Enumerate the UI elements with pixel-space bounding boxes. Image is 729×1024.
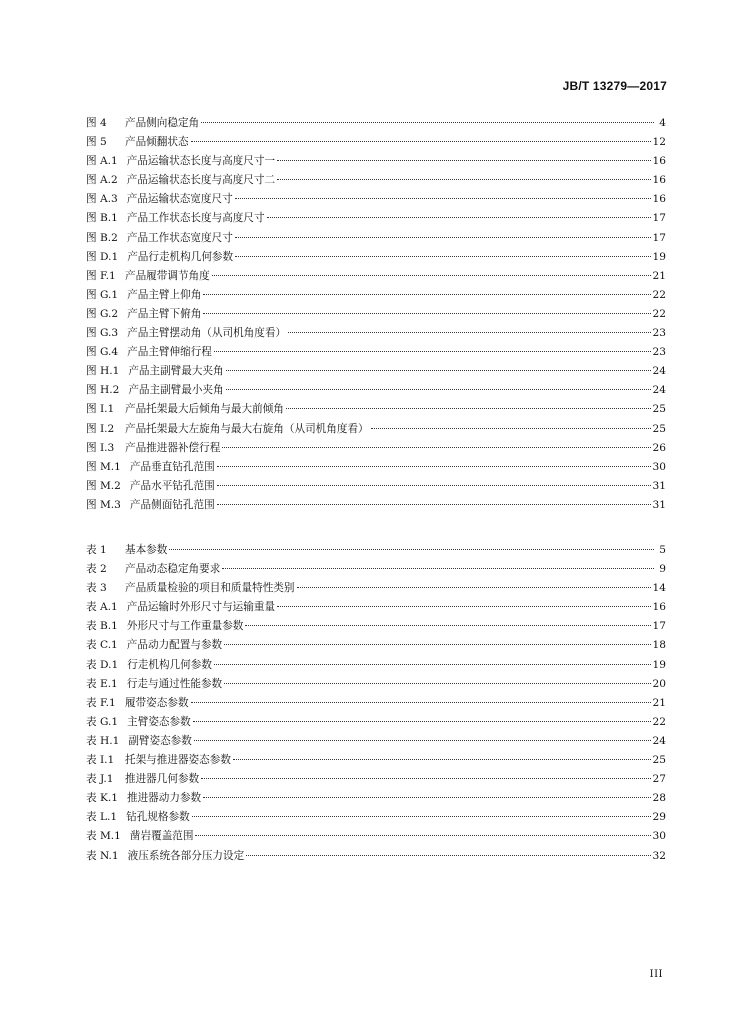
table-entry[interactable] (86, 618, 666, 637)
figure-entry[interactable] (86, 134, 666, 153)
dot-leader (233, 759, 651, 760)
figure-number: 图 I.2 (86, 422, 115, 435)
figure-entry[interactable] (86, 363, 666, 382)
table-title: 外形尺寸与工作重量参数 (126, 620, 244, 633)
figure-title: 产品工作状态宽度尺寸 (126, 231, 233, 244)
table-entry[interactable] (86, 828, 666, 847)
page-ref: 32 (652, 849, 666, 862)
page-ref: 26 (652, 441, 666, 454)
figure-number: 图 G.3 (86, 327, 119, 340)
table-title: 液压系统各部分压力设定 (127, 849, 245, 862)
table-title: 行走机构几何参数 (127, 658, 212, 671)
table-title: 凿岩覆盖范围 (129, 830, 194, 843)
figure-number: 图 G.4 (86, 346, 119, 359)
figure-title: 产品主臂下俯角 (127, 307, 202, 320)
table-title: 履带姿态参数 (125, 696, 189, 709)
page-ref: 20 (652, 677, 666, 690)
figure-title: 产品托架最大后倾角与最大前倾角 (125, 403, 284, 416)
figure-entry[interactable] (86, 287, 666, 306)
dot-leader (235, 256, 650, 257)
dot-leader (217, 466, 651, 467)
dot-leader (277, 160, 650, 161)
figure-title: 产品托架最大左旋角与最大右旋角（从司机角度看） (125, 422, 369, 435)
table-number: 表 2 (86, 563, 107, 576)
figure-entry[interactable] (86, 306, 666, 325)
page-ref: 31 (652, 479, 666, 492)
table-entry[interactable] (86, 752, 666, 771)
dot-leader (286, 408, 651, 409)
figure-entry[interactable] (86, 268, 666, 287)
dot-leader (222, 568, 654, 569)
figure-title: 产品侧向稳定角 (125, 117, 200, 129)
dot-leader (224, 644, 650, 645)
page-ref: 22 (652, 288, 666, 301)
table-number: 表 N.1 (86, 849, 119, 862)
page-ref: 27 (652, 773, 666, 786)
page-ref: 17 (652, 620, 666, 633)
page-ref: 14 (652, 582, 666, 595)
table-number: 表 I.1 (86, 754, 115, 767)
table-entry[interactable] (86, 676, 666, 695)
figure-number: 图 A.2 (86, 174, 118, 187)
figure-title: 产品倾翻状态 (125, 136, 189, 149)
dot-leader (217, 504, 651, 505)
table-title: 托架与推进器姿态参数 (125, 754, 231, 767)
table-number: 表 M.1 (86, 830, 121, 843)
table-number: 表 C.1 (86, 639, 118, 652)
page-ref: 16 (652, 193, 666, 206)
figure-entry[interactable] (86, 153, 666, 172)
table-entry[interactable] (86, 657, 666, 676)
table-title: 产品动态稳定角要求 (125, 563, 221, 576)
dot-leader (224, 683, 650, 684)
figure-entry[interactable] (86, 210, 666, 229)
page-ref: 23 (652, 346, 666, 359)
page-ref: 12 (652, 136, 666, 149)
page-ref: 19 (652, 658, 666, 671)
dot-leader (235, 198, 651, 199)
dot-leader (288, 332, 650, 333)
page-number: III (649, 969, 663, 980)
page-ref: 22 (652, 715, 666, 728)
figure-number: 图 A.3 (86, 193, 118, 206)
page-ref: 30 (652, 830, 666, 843)
figure-entry[interactable] (86, 421, 666, 440)
page-ref: 17 (652, 231, 666, 244)
table-entry[interactable] (86, 637, 666, 656)
dot-leader (226, 370, 651, 371)
figure-entry[interactable] (86, 344, 666, 363)
dot-leader (169, 549, 654, 550)
figure-number: 图 D.1 (86, 250, 119, 263)
figure-number: 图 M.1 (86, 460, 121, 473)
figure-title: 产品主臂摆动角（从司机角度看） (127, 327, 287, 340)
figure-title: 产品主臂上仰角 (127, 288, 202, 301)
figure-title: 产品工作状态长度与高度尺寸 (126, 212, 265, 225)
page-ref: 31 (652, 498, 666, 511)
table-entry[interactable] (86, 561, 666, 580)
dot-leader (246, 855, 650, 856)
page-ref: 22 (652, 307, 666, 320)
figure-number: 图 I.3 (86, 441, 115, 454)
table-title: 产品运输时外形尺寸与运输重量 (126, 601, 276, 614)
figure-number: 图 G.2 (86, 307, 119, 320)
dot-leader (203, 797, 650, 798)
figure-number: 图 M.2 (86, 479, 121, 492)
figure-title: 产品主副臂最大夹角 (128, 365, 224, 378)
figure-title: 产品主副臂最小夹角 (128, 384, 224, 397)
figure-number: 图 F.1 (86, 269, 116, 282)
page-ref: 23 (652, 327, 666, 340)
figure-entry[interactable] (86, 382, 666, 401)
table-entry[interactable] (86, 848, 666, 867)
page-ref: 9 (659, 563, 666, 576)
dot-leader (203, 294, 650, 295)
dot-leader (194, 740, 651, 741)
dot-leader (191, 702, 651, 703)
figure-entry[interactable] (86, 115, 666, 134)
table-title: 主臂姿态参数 (127, 715, 191, 728)
figure-entry[interactable] (86, 249, 666, 268)
table-entry[interactable] (86, 809, 666, 828)
dot-leader (203, 313, 650, 314)
page-ref: 25 (652, 754, 666, 767)
page-ref: 4 (659, 117, 666, 129)
figure-title: 产品主臂伸缩行程 (127, 346, 212, 359)
table-number: 表 A.1 (86, 601, 118, 614)
table-title: 产品质量检验的项目和质量特性类别 (125, 582, 295, 595)
figure-list (86, 115, 666, 516)
figure-title: 产品水平钻孔范围 (129, 479, 215, 492)
page-ref: 24 (652, 384, 666, 397)
figure-number: 图 B.1 (86, 212, 118, 225)
figure-number: 图 M.3 (86, 498, 121, 511)
table-number: 表 E.1 (86, 677, 118, 690)
table-number: 表 F.1 (86, 696, 116, 709)
figure-number: 图 A.1 (86, 155, 118, 168)
table-number: 表 D.1 (86, 658, 119, 671)
dot-leader (191, 141, 651, 142)
table-entry[interactable] (86, 714, 666, 733)
page-ref: 28 (652, 792, 666, 805)
figure-entry[interactable] (86, 497, 666, 516)
table-entry[interactable] (86, 771, 666, 790)
dot-leader (195, 835, 650, 836)
figure-title: 产品推进器补偿行程 (125, 441, 221, 454)
table-number: 表 K.1 (86, 792, 118, 805)
table-number: 表 B.1 (86, 620, 118, 633)
page-ref: 16 (652, 601, 666, 614)
table-number: 表 1 (86, 544, 107, 556)
figure-entry[interactable] (86, 478, 666, 497)
dot-leader (214, 664, 651, 665)
figure-entry[interactable] (86, 230, 666, 249)
table-number: 表 J.1 (86, 773, 114, 786)
figure-title: 产品履带调节角度 (125, 269, 210, 282)
figure-title: 产品运输状态长度与高度尺寸一 (126, 155, 276, 168)
dot-leader (297, 587, 651, 588)
figure-entry[interactable] (86, 325, 666, 344)
page-ref: 25 (652, 422, 666, 435)
dot-leader (201, 122, 654, 123)
figure-number: 图 H.1 (86, 365, 120, 378)
dot-leader (235, 237, 651, 238)
table-entry[interactable] (86, 580, 666, 599)
table-entry[interactable] (86, 733, 666, 752)
table-title: 推进器几何参数 (125, 773, 200, 786)
figure-number: 图 B.2 (86, 231, 118, 244)
figure-entry[interactable] (86, 172, 666, 191)
figure-title: 产品运输状态宽度尺寸 (126, 193, 233, 206)
table-title: 产品动力配置与参数 (126, 639, 223, 652)
table-number: 表 L.1 (86, 811, 118, 824)
table-entry[interactable] (86, 599, 666, 618)
figure-title: 产品行走机构几何参数 (127, 250, 234, 263)
table-number: 表 G.1 (86, 715, 119, 728)
figure-title: 产品运输状态长度与高度尺寸二 (126, 174, 276, 187)
dot-leader (277, 179, 650, 180)
page-ref: 21 (652, 696, 666, 709)
figure-entry[interactable] (86, 191, 666, 210)
table-list (86, 542, 666, 867)
dot-leader (222, 447, 650, 448)
dot-leader (193, 721, 651, 722)
page-ref: 24 (652, 365, 666, 378)
page-ref: 19 (652, 250, 666, 263)
dot-leader (277, 606, 650, 607)
dot-leader (192, 816, 651, 817)
table-number: 表 3 (86, 582, 107, 595)
figure-number: 图 4 (86, 117, 107, 129)
table-number: 表 H.1 (86, 734, 120, 747)
dot-leader (214, 351, 651, 352)
table-title: 行走与通过性能参数 (126, 677, 223, 690)
page-ref: 16 (652, 155, 666, 168)
dot-leader (371, 428, 651, 429)
table-title: 钻孔规格参数 (126, 811, 190, 824)
page-ref: 17 (652, 212, 666, 225)
table-entry[interactable] (86, 542, 666, 561)
table-entry[interactable] (86, 790, 666, 809)
page-ref: 18 (652, 639, 666, 652)
figure-title: 产品侧面钻孔范围 (129, 498, 215, 511)
table-title: 副臂姿态参数 (128, 734, 192, 747)
figure-number: 图 H.2 (86, 384, 120, 397)
dot-leader (267, 217, 651, 218)
page-ref: 30 (652, 460, 666, 473)
page-ref: 21 (652, 269, 666, 282)
figure-number: 图 G.1 (86, 288, 119, 301)
dot-leader (245, 625, 650, 626)
table-title: 基本参数 (125, 544, 168, 556)
table-entry[interactable] (86, 695, 666, 714)
page-ref: 29 (652, 811, 666, 824)
page-ref: 25 (652, 403, 666, 416)
figure-title: 产品垂直钻孔范围 (129, 460, 215, 473)
dot-leader (226, 389, 651, 390)
figure-number: 图 I.1 (86, 403, 115, 416)
dot-leader (217, 485, 651, 486)
figure-entry[interactable] (86, 401, 666, 420)
page-ref: 16 (652, 174, 666, 187)
page-ref: 5 (659, 544, 666, 556)
figure-entry[interactable] (86, 440, 666, 459)
figure-number: 图 5 (86, 136, 107, 149)
page-ref: 24 (652, 734, 666, 747)
figure-entry[interactable] (86, 459, 666, 478)
standard-number-header: JB/T 13279—2017 (562, 79, 667, 93)
table-title: 推进器动力参数 (126, 792, 202, 805)
dot-leader (201, 778, 650, 779)
dot-leader (212, 275, 651, 276)
